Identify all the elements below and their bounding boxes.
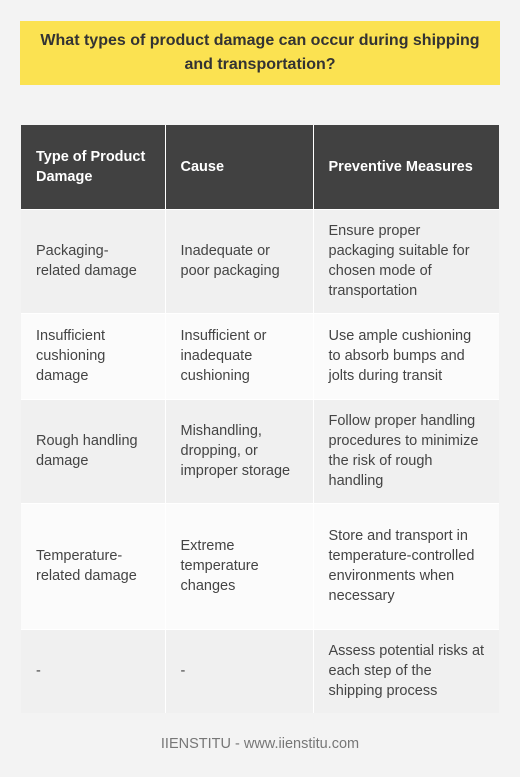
cell-cause: Insufficient or inadequate cushioning bbox=[165, 313, 313, 399]
cell-preventive-measures: Use ample cushioning to absorb bumps and jolts during transit bbox=[313, 313, 499, 399]
cell-damage-type: - bbox=[21, 629, 165, 713]
cell-preventive-measures: Store and transport in temperature-controlled environments when necessary bbox=[313, 503, 499, 629]
page-title bbox=[20, 21, 500, 85]
table-row bbox=[21, 313, 499, 399]
page-title-text: What types of product damage can occur during shipping and transportation? bbox=[40, 32, 480, 73]
cell-cause: - bbox=[165, 629, 313, 713]
header-preventive-measures: Preventive Measures bbox=[313, 125, 499, 209]
damage-table bbox=[21, 125, 499, 713]
cell-preventive-measures: Follow proper handling procedures to minimize the risk of rough handling bbox=[313, 399, 499, 503]
table-row bbox=[21, 399, 499, 503]
table-header-row bbox=[21, 125, 499, 209]
cell-cause: Mishandling, dropping, or improper storage bbox=[165, 399, 313, 503]
cell-preventive-measures: Ensure proper packaging suitable for chosen mode of transportation bbox=[313, 209, 499, 313]
table-row bbox=[21, 503, 499, 629]
cell-damage-type: Packaging-related damage bbox=[21, 209, 165, 313]
cell-preventive-measures: Assess potential risks at each step of the shipping process bbox=[313, 629, 499, 713]
header-damage-type: Type of Product Damage bbox=[21, 125, 165, 209]
header-cause: Cause bbox=[165, 125, 313, 209]
footer-credit: IIENSTITU - www.iienstitu.com bbox=[160, 736, 360, 752]
cell-damage-type: Insufficient cushioning damage bbox=[21, 313, 165, 399]
table-row bbox=[21, 209, 499, 313]
cell-damage-type: Rough handling damage bbox=[21, 399, 165, 503]
cell-cause: Extreme temperature changes bbox=[165, 503, 313, 629]
table-row bbox=[21, 629, 499, 713]
cell-cause: Inadequate or poor packaging bbox=[165, 209, 313, 313]
cell-damage-type: Temperature-related damage bbox=[21, 503, 165, 629]
